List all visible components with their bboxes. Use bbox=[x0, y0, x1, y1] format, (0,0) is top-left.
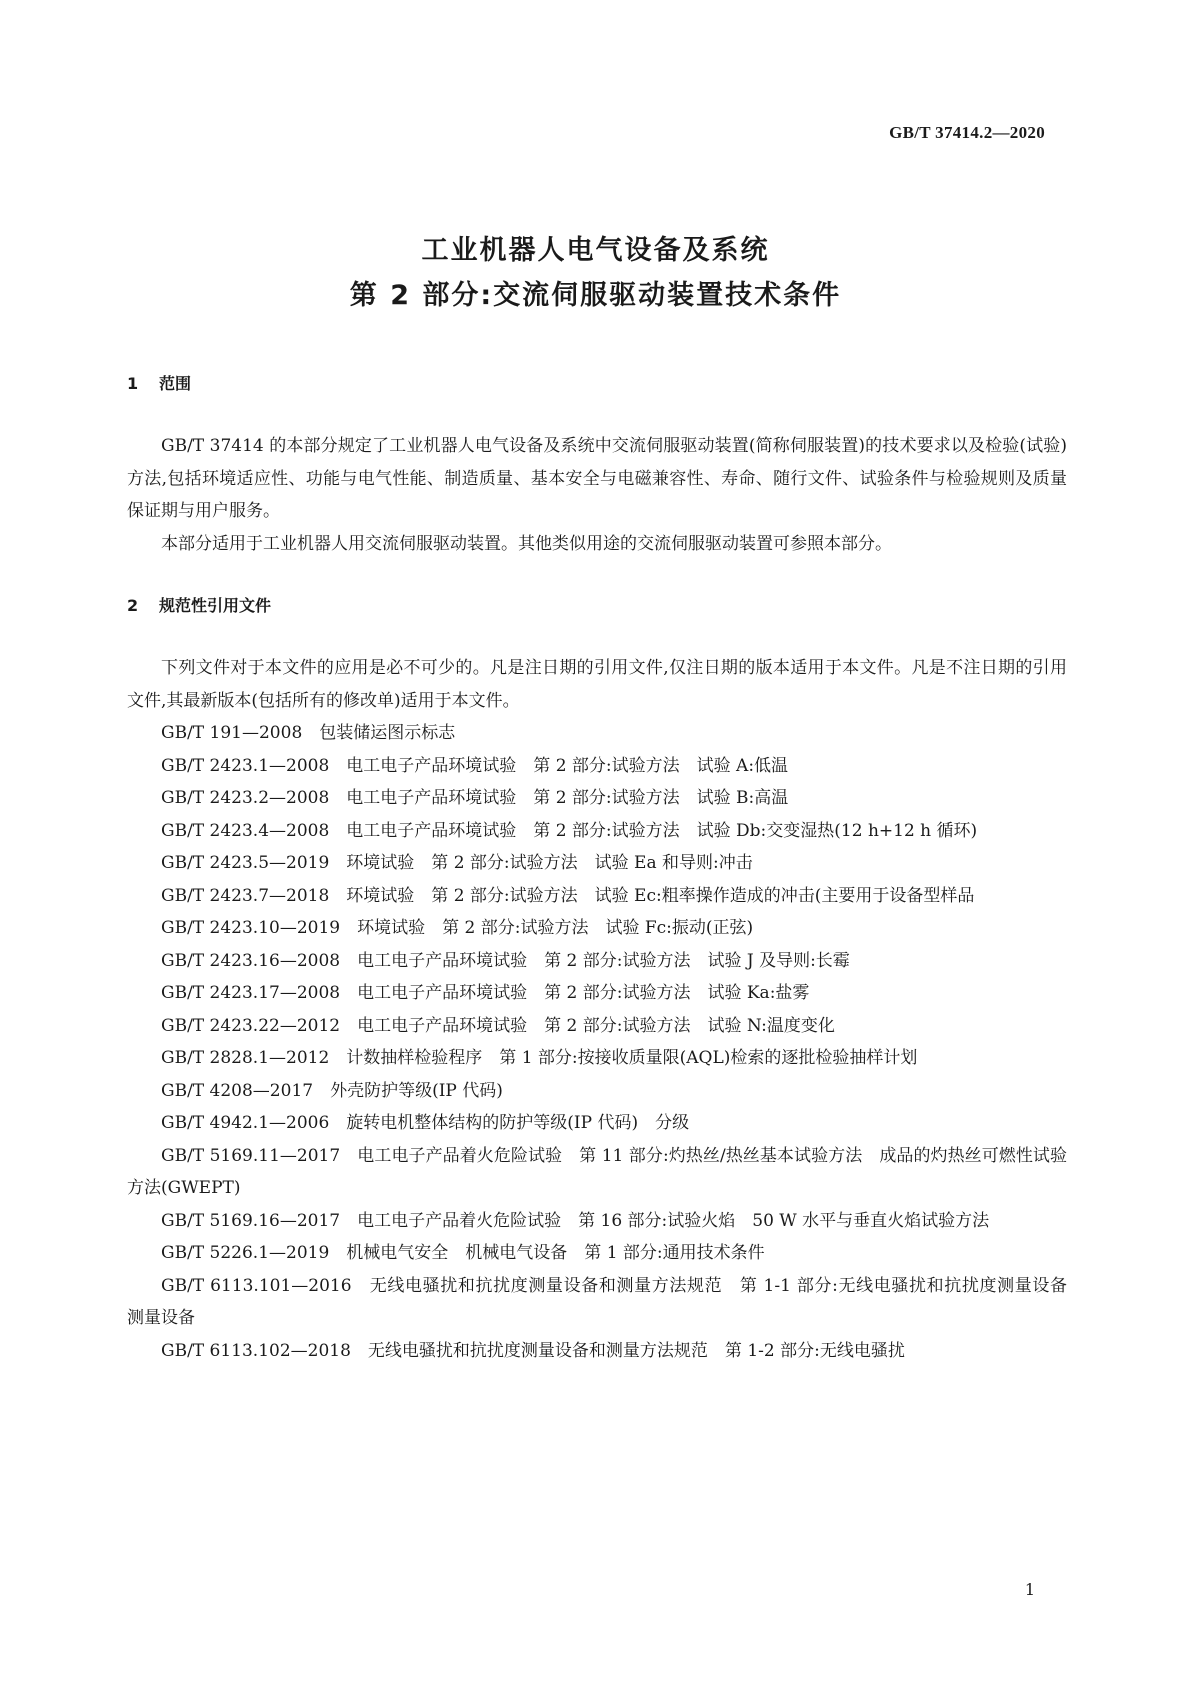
reference-item: GB/T 5169.16—2017 电工电子产品着火危险试验 第 16 部分:试验火焰 50 W 水平与垂直火焰试验方法 bbox=[161, 1210, 990, 1231]
reference-item: GB/T 5226.1—2019 机械电气安全 机械电气设备 第 1 部分:通用技术条件 bbox=[161, 1243, 765, 1263]
reference-item: GB/T 2423.16—2008 电工电子产品环境试验 第 2 部分:试验方法 试验 J 及导则:长霉 bbox=[161, 950, 850, 971]
reference-item: GB/T 2423.22—2012 电工电子产品环境试验 第 2 部分:试验方法 试验 N:温度变化 bbox=[161, 1015, 835, 1036]
section-title: 范围 bbox=[159, 374, 192, 393]
reference-item: GB/T 2423.1—2008 电工电子产品环境试验 第 2 部分:试验方法 试验 A:低温 bbox=[161, 755, 789, 776]
standard-code: GB/T 37414.2—2020 bbox=[889, 123, 1045, 142]
reference-item: GB/T 5169.11—2017 电工电子产品着火危险试验 第 11 部分:灼热丝/热丝基本试验方法 成品的灼热丝可燃性试验方法(GWEPT) bbox=[127, 1145, 1067, 1198]
reference-item: GB/T 4942.1—2006 旋转电机整体结构的防护等级(IP 代码) 分级 bbox=[161, 1113, 690, 1133]
section-number: 2 bbox=[127, 596, 139, 615]
reference-item: GB/T 6113.101—2016 无线电骚扰和抗扰度测量设备和测量方法规范 第 1-1 部分:无线电骚扰和抗扰度测量设备 测量设备 bbox=[127, 1275, 1084, 1328]
reference-item: GB/T 2423.5—2019 环境试验 第 2 部分:试验方法 试验 Ea 和导则:冲击 bbox=[161, 853, 753, 873]
reference-item: GB/T 2423.7—2018 环境试验 第 2 部分:试验方法 试验 Ec:粗率操作造成的冲击(主要用于设备型样品 bbox=[161, 885, 975, 906]
document-title-line-1: 工业机器人电气设备及系统 bbox=[421, 235, 770, 266]
document-title-line-2: 第 2 部分:交流伺服驱动装置技术条件 bbox=[349, 280, 842, 311]
reference-item: GB/T 2423.17—2008 电工电子产品环境试验 第 2 部分:试验方法 试验 Ka:盐雾 bbox=[161, 983, 810, 1003]
paragraph: 本部分适用于工业机器人用交流伺服驱动装置。其他类似用途的交流伺服驱动装置可参照本部分。 bbox=[161, 533, 892, 554]
document-body bbox=[127, 368, 1084, 1367]
section-heading-normative-references bbox=[127, 590, 1067, 622]
section-heading-scope bbox=[127, 368, 1067, 400]
reference-item: GB/T 191—2008 包装储运图示标志 bbox=[161, 723, 456, 743]
paragraph: GB/T 37414 的本部分规定了工业机器人电气设备及系统中交流伺服驱动装置(简称伺服装置)的技术要求以及检验(试验)方法,包括环境适应性、功能与电气性能、制造质量、基本安全与电磁兼容性、寿命、随行文件、试验条件与检验规则及质量保证期与用户服务。 bbox=[127, 436, 1067, 521]
reference-item: GB/T 2423.4—2008 电工电子产品环境试验 第 2 部分:试验方法 试验 Db:交变湿热(12 h+12 h 循环) bbox=[161, 820, 978, 841]
reference-item: GB/T 4208—2017 外壳防护等级(IP 代码) bbox=[161, 1080, 503, 1101]
page-number: 1 bbox=[1024, 1580, 1035, 1599]
reference-item: GB/T 2423.10—2019 环境试验 第 2 部分:试验方法 试验 Fc:振动(正弦) bbox=[161, 918, 754, 938]
reference-item: GB/T 2423.2—2008 电工电子产品环境试验 第 2 部分:试验方法 试验 B:高温 bbox=[161, 788, 789, 808]
paragraph: 下列文件对于本文件的应用是必不可少的。凡是注日期的引用文件,仅注日期的版本适用于本文件。凡是不注日期的引用文件,其最新版本(包括所有的修改单)适用于本文件。 bbox=[127, 658, 1067, 711]
section-number: 1 bbox=[127, 374, 139, 393]
section-title: 规范性引用文件 bbox=[159, 596, 272, 615]
reference-item: GB/T 6113.102—2018 无线电骚扰和抗扰度测量设备和测量方法规范 第 1-2 部分:无线电骚扰 bbox=[161, 1340, 905, 1361]
reference-item: GB/T 2828.1—2012 计数抽样检验程序 第 1 部分:按接收质量限(AQL)检索的逐批检验抽样计划 bbox=[161, 1048, 918, 1068]
